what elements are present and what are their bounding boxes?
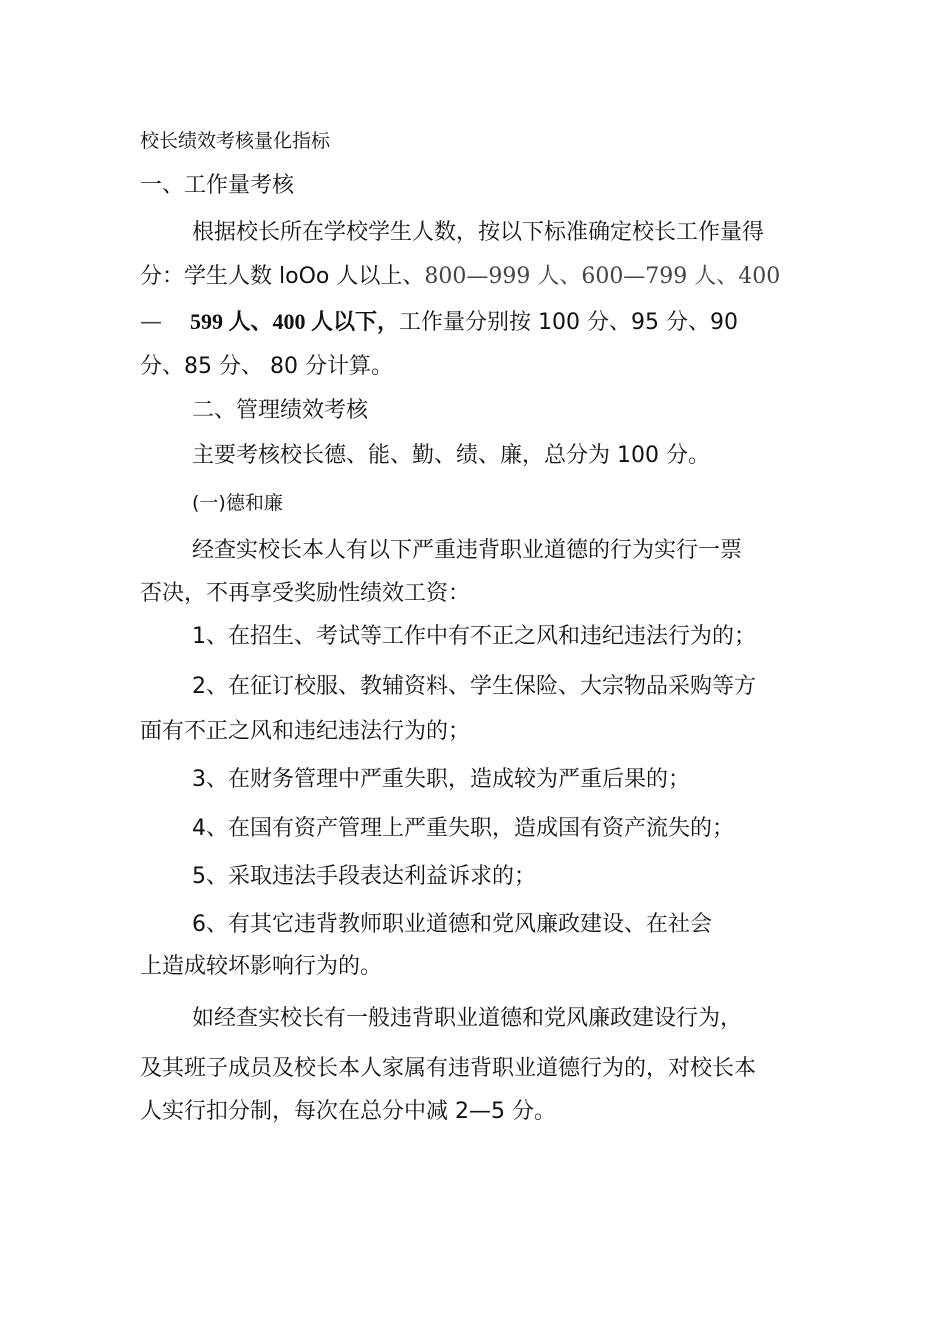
list-item-5: 5、采取违法手段表达利益诉求的； (192, 864, 536, 889)
section-heading-management: 二、管理绩效考核 (192, 398, 369, 423)
subsection-heading-ethics: (一)德和廉 (192, 492, 283, 514)
document-title: 校长绩效考核量化指标 (140, 130, 331, 152)
workload-line-3-dash: — (140, 310, 162, 335)
list-item-3: 3、在财务管理中严重失职，造成较为严重后果的； (192, 767, 690, 792)
paragraph-workload-line-4: 分、85 分、 80 分计算。 (140, 354, 393, 379)
section-heading-workload: 一、工作量考核 (140, 173, 295, 198)
paragraph-workload-line-2 (140, 262, 780, 292)
paragraph-general-line-2: 及其班子成员及校长本人家属有违背职业道德行为的，对校长本 (140, 1056, 757, 1081)
list-item-4: 4、在国有资产管理上严重失职，造成国有资产流失的； (192, 816, 734, 841)
list-item-2-line-2: 面有不正之风和违纪违法行为的； (140, 719, 471, 744)
paragraph-workload-line-3 (140, 307, 738, 338)
paragraph-general-line-1: 如经查实校长有一般违背职业道德和党风廉政建设行为， (192, 1006, 743, 1031)
paragraph-ethics-line-1: 经查实校长本人有以下严重违背职业道德的行为实行一票 (192, 538, 743, 563)
paragraph-ethics-line-2: 否决，不再享受奖励性绩效工资： (140, 581, 471, 606)
paragraph-general-line-3: 人实行扣分制，每次在总分中减 2—5 分。 (140, 1099, 556, 1124)
list-item-2-line-1: 2、在征订校服、教辅资料、学生保险、大宗物品采购等方 (192, 674, 756, 699)
workload-line-2-part-b: 800—999 人、600—799 人、400 (424, 264, 781, 289)
workload-line-3-part-b: 599 人、400 人以下， (190, 309, 400, 334)
list-item-6-line-1: 6、有其它违背教师职业道德和党风廉政建设、在社会 (192, 912, 712, 937)
paragraph-workload-line-1: 根据校长所在学校学生人数，按以下标准确定校长工作量得 (192, 220, 765, 245)
list-item-6-line-2: 上造成较坏影响行为的。 (140, 954, 383, 979)
workload-line-2-part-a: 分：学生人数 loOo 人以上、 (140, 264, 425, 289)
list-item-1: 1、在招生、考试等工作中有不正之风和违纪违法行为的； (192, 624, 756, 649)
workload-line-3-part-c: 工作量分别按 100 分、95 分、90 (399, 310, 738, 335)
section-management-intro: 主要考核校长德、能、勤、绩、廉，总分为 100 分。 (192, 443, 710, 468)
